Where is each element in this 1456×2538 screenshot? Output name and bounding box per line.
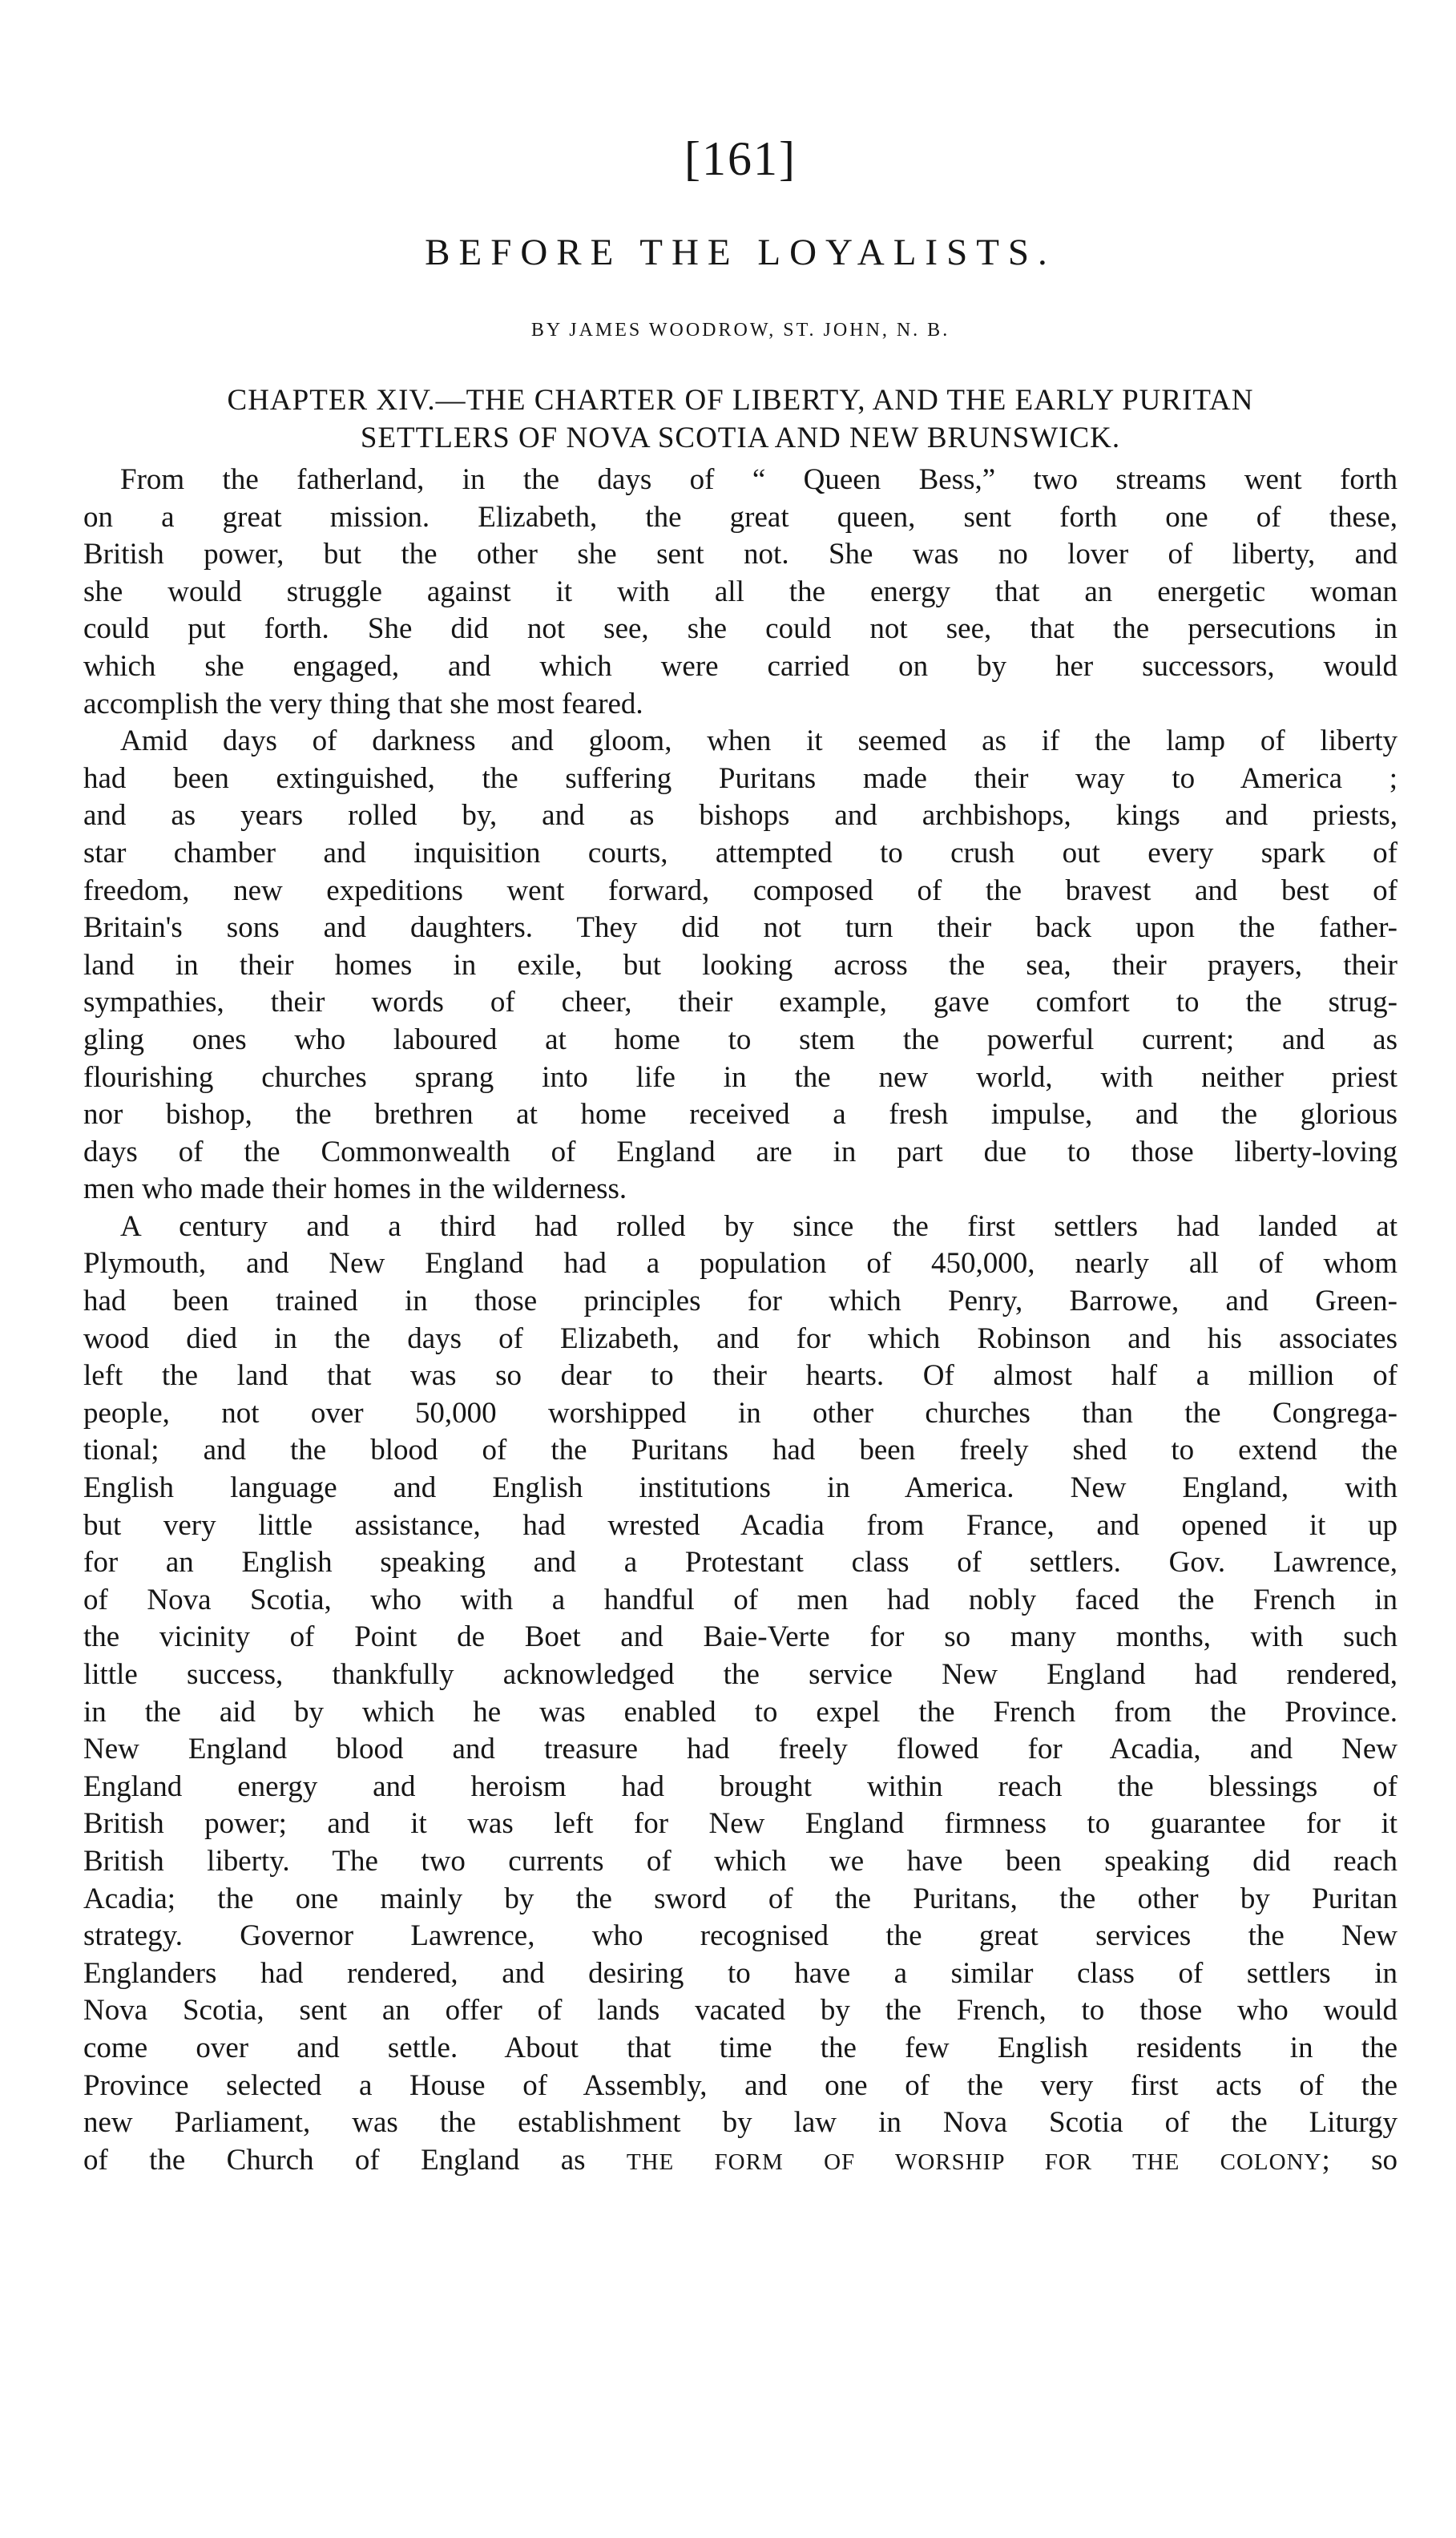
paragraph-line: accomplish the very thing that she most feared. [83, 687, 643, 720]
final-line-text: of the Church of England as [83, 2143, 586, 2177]
paragraph-line: left the land that was so dear to their hearts. Of almost half a million of [83, 1359, 1398, 1393]
paragraph-line: which she engaged, and which were carried on by her successors, would [83, 649, 1398, 683]
paragraph-line: British power, but the other she sent not. She was no lover of liberty, and [83, 538, 1398, 571]
paragraph-line: men who made their homes in the wilderness. [83, 1172, 627, 1206]
paragraph-line: wood died in the days of Elizabeth, and for which Robinson and his associates [83, 1321, 1398, 1355]
paragraph-line: little success, thankfully acknowledged the service New England had rendered, [83, 1658, 1398, 1691]
paragraph-line: British liberty. The two currents of which we have been speaking did reach [83, 1844, 1398, 1878]
paragraph-line: sympathies, their words of cheer, their example, gave comfort to the strug- [83, 986, 1398, 1019]
small-caps-phrase: THE FORM OF WORSHIP FOR THE COLONY [626, 2149, 1322, 2175]
paragraph-line: land in their homes in exile, but looking across the sea, their prayers, their [83, 948, 1398, 982]
paragraph-line: British power; and it was left for New England firmness to guarantee for it [83, 1807, 1398, 1841]
paragraph-line: Nova Scotia, sent an offer of lands vacated by the French, to those who would [83, 1994, 1398, 2028]
final-line-tail: ; so [1321, 2143, 1398, 2177]
paragraph-line: freedom, new expeditions went forward, composed of the bravest and best of [83, 874, 1398, 907]
paragraph-line: From the fatherland, in the days of “ Queen Bess,” two streams went forth [120, 463, 1398, 496]
body-text [83, 462, 1398, 2179]
paragraph-line: nor bishop, the brethren at home received a fresh impulse, and the glorious [83, 1098, 1398, 1132]
paragraph-line: Province selected a House of Assembly, and one of the very first acts of the [83, 2068, 1398, 2102]
paragraph-line: strategy. Governor Lawrence, who recognised the great services the New [83, 1919, 1398, 1953]
paragraph-line: Acadia; the one mainly by the sword of the Puritans, the other by Puritan [83, 1882, 1398, 1915]
chapter-heading [83, 381, 1398, 457]
paragraph-line: and as years rolled by, and as bishops and archbishops, kings and priests, [83, 799, 1398, 833]
paragraph-line: new Parliament, was the establishment by law in Nova Scotia of the Liturgy [83, 2106, 1398, 2140]
paragraph-line: Britain's sons and daughters. They did not turn their back upon the father- [83, 911, 1398, 945]
paragraph-line: on a great mission. Elizabeth, the great queen, sent forth one of these, [83, 500, 1398, 534]
page-number: [161] [684, 132, 797, 185]
paragraph-line: in the aid by which he was enabled to expel the French from the Province. [83, 1695, 1398, 1729]
paragraph-line: Amid days of darkness and gloom, when it seemed as if the lamp of liberty [120, 724, 1398, 758]
article-title: BEFORE THE LOYALISTS. [425, 232, 1056, 273]
paragraph-line: could put forth. She did not see, she could not see, that the persecutions in [83, 612, 1398, 646]
chapter-heading-line: SETTLERS OF NOVA SCOTIA AND NEW BRUNSWICK. [360, 422, 1121, 454]
paragraph-line: Plymouth, and New England had a population of 450,000, nearly all of whom [83, 1247, 1398, 1281]
paragraph-line: she would struggle against it with all the energy that an energetic woman [83, 575, 1398, 608]
paragraph-line: English language and English institutions in America. New England, with [83, 1471, 1398, 1505]
paragraph-line: people, not over 50,000 worshipped in other churches than the Congrega- [83, 1396, 1398, 1430]
paragraph-line: Englanders had rendered, and desiring to have a similar class of settlers in [83, 1956, 1398, 1990]
paragraph-line: for an English speaking and a Protestant class of settlers. Gov. Lawrence, [83, 1546, 1398, 1580]
paragraph-line: star chamber and inquisition courts, attempted to crush out every spark of [83, 836, 1398, 870]
paragraph-line: New England blood and treasure had freely flowed for Acadia, and New [83, 1733, 1398, 1766]
paragraph-line: had been extinguished, the suffering Puritans made their way to America ; [83, 761, 1398, 795]
paragraph-line: days of the Commonwealth of England are in part due to those liberty-loving [83, 1135, 1398, 1168]
paragraph-line: had been trained in those principles for which Penry, Barrowe, and Green- [83, 1285, 1398, 1318]
paragraph-line: flourishing churches sprang into life in the new world, with neither priest [83, 1060, 1398, 1094]
paragraph-line: but very little assistance, had wrested Acadia from France, and opened it up [83, 1508, 1398, 1542]
paragraph-line: A century and a third had rolled by since the first settlers had landed at [120, 1209, 1398, 1243]
paragraph-line: tional; and the blood of the Puritans had been freely shed to extend the [83, 1434, 1398, 1467]
paragraph-line: come over and settle. About that time the few English residents in the [83, 2031, 1398, 2064]
paragraph-line: the vicinity of Point de Boet and Baie-Verte for so many months, with such [83, 1620, 1398, 1654]
chapter-heading-line: CHAPTER XIV.—THE CHARTER OF LIBERTY, AND THE EARLY PURITAN [227, 384, 1254, 417]
paragraph-line: of Nova Scotia, who with a handful of men had nobly faced the French in [83, 1583, 1398, 1616]
paragraph-line: England energy and heroism had brought within reach the blessings of [83, 1769, 1398, 1803]
final-line [83, 2142, 1398, 2180]
paragraph-line: gling ones who laboured at home to stem the powerful current; and as [83, 1023, 1398, 1056]
author-byline: BY JAMES WOODROW, ST. JOHN, N. B. [530, 320, 950, 341]
